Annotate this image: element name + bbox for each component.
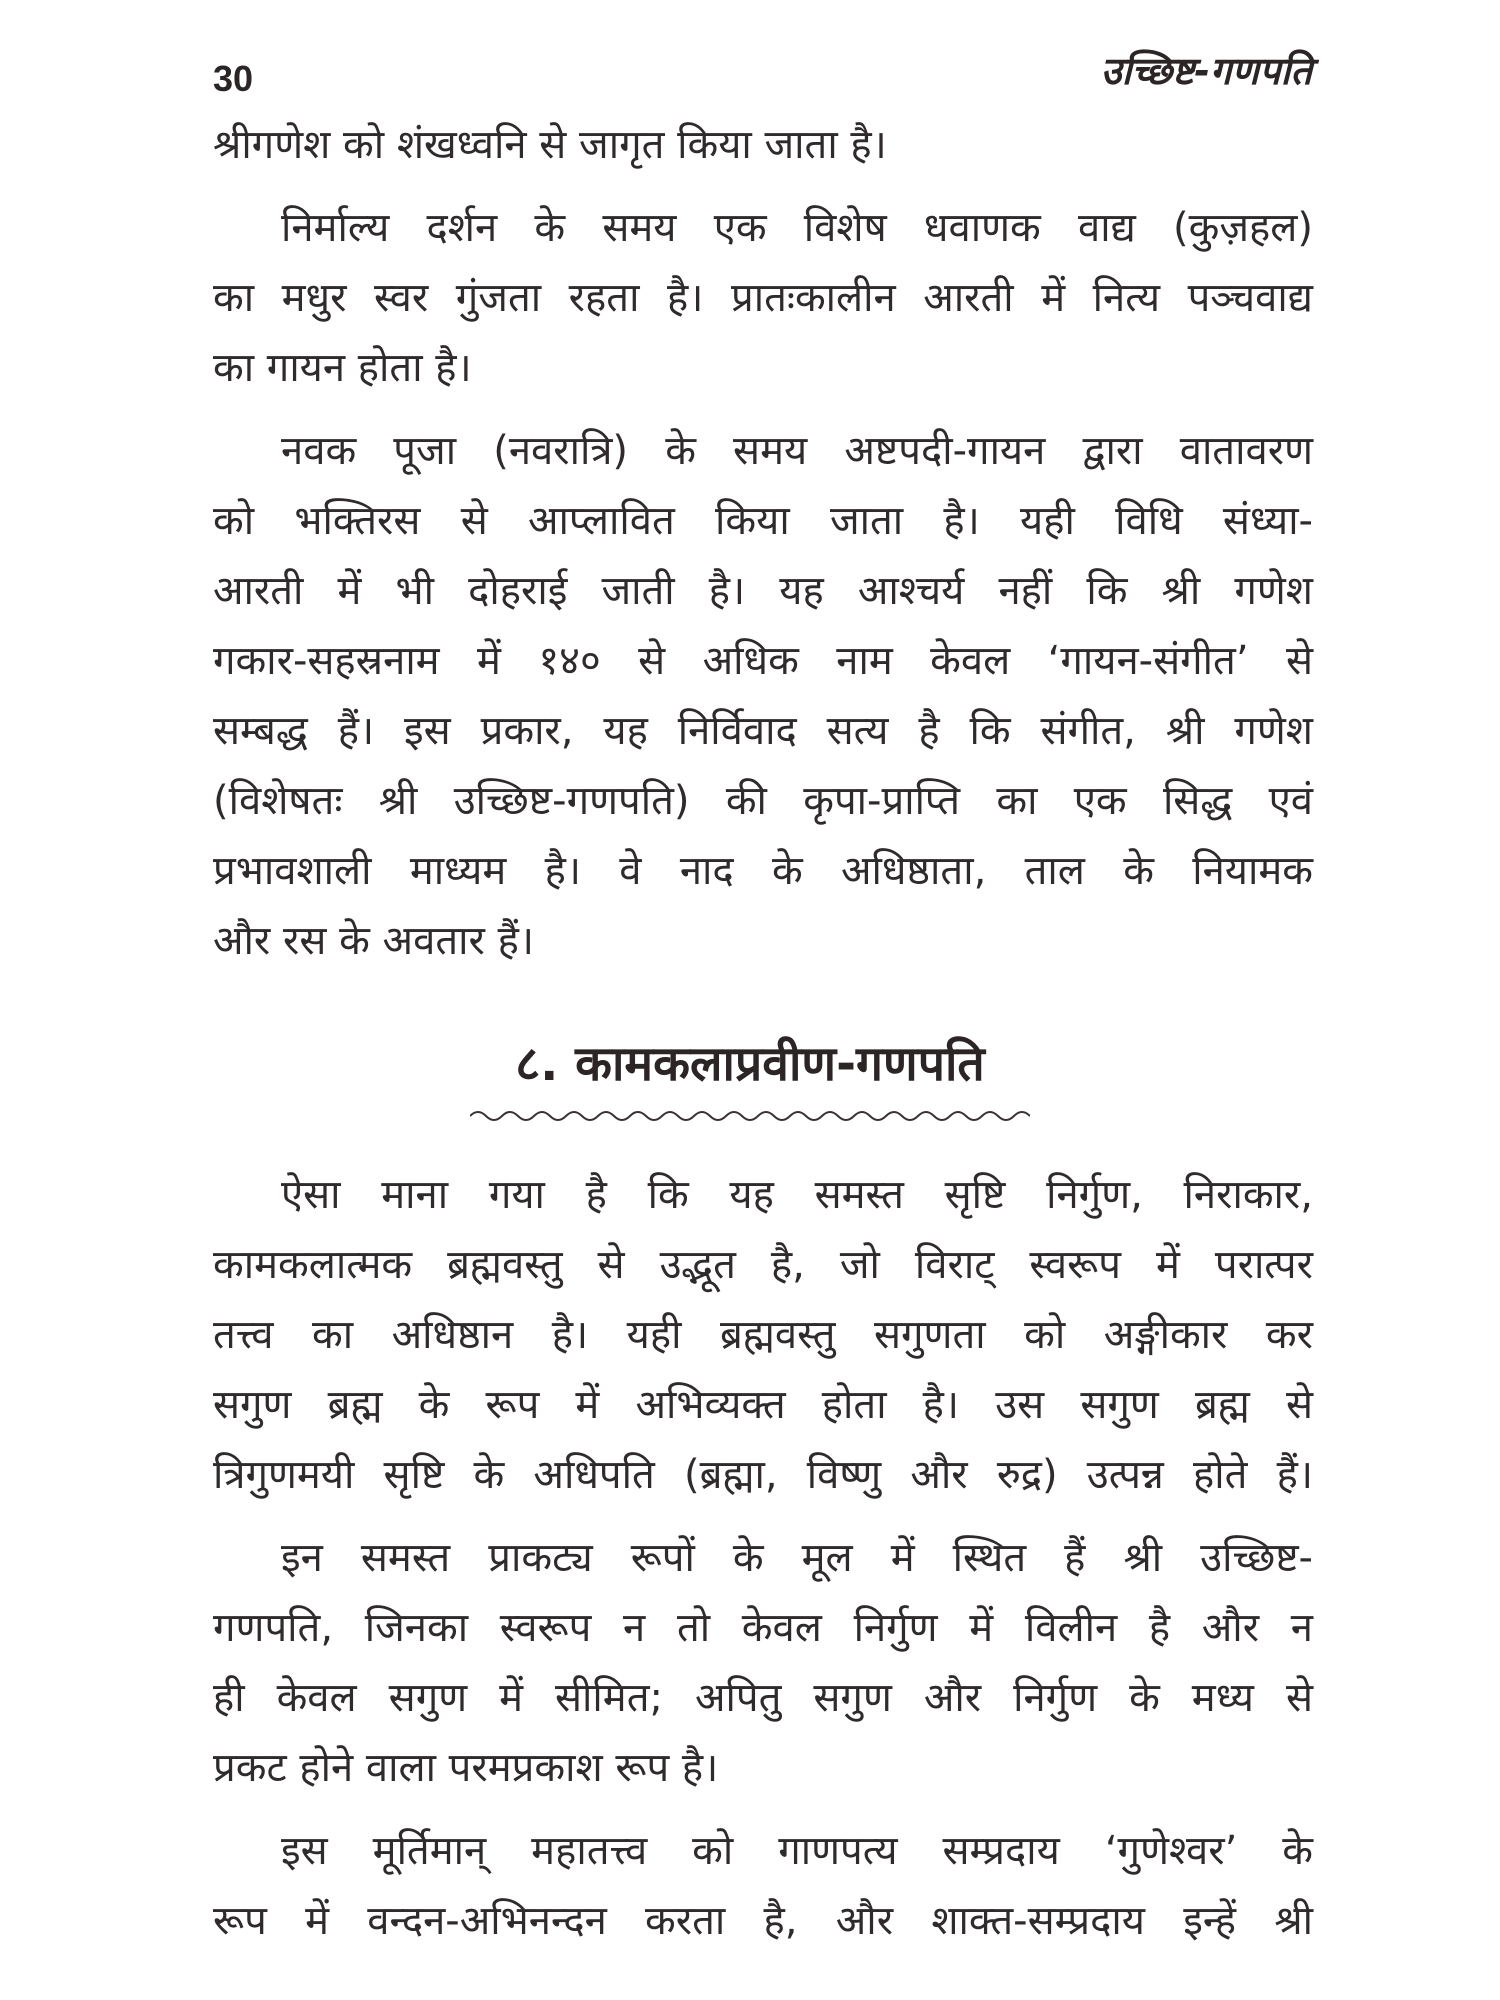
text-line: सगुण ब्रह्म के रूप में अभिव्यक्त होता है। उस सगुण ब्रह्म से: [213, 1382, 1313, 1428]
text-line: प्रभावशाली माध्यम है। वे नाद के अधिष्ठाता, ताल के नियामक: [213, 848, 1313, 894]
wavy-underline-ornament: [470, 1106, 1030, 1126]
text-line: त्रिगुणमयी सृष्टि के अधिपति (ब्रह्मा, विष्णु और रुद्र) उत्पन्न होते हैं।: [213, 1452, 1313, 1498]
text-line: इन समस्त प्राकट्य रूपों के मूल में स्थित हैं श्री उच्छिष्ट-: [281, 1535, 1313, 1581]
text-line: श्रीगणेश को शंखध्वनि से जागृत किया जाता है।: [213, 122, 887, 168]
section-heading: ८. कामकलाप्रवीण-गणपति: [515, 1036, 985, 1092]
text-line: को भक्तिरस से आप्लावित किया जाता है। यही विधि संध्या-: [213, 498, 1313, 544]
page-number: 30: [213, 58, 254, 99]
text-line: (विशेषतः श्री उच्छिष्ट-गणपति) की कृपा-प्राप्ति का एक सिद्ध एवं: [213, 778, 1313, 824]
text-line: आरती में भी दोहराई जाती है। यह आश्चर्य नहीं कि श्री गणेश: [213, 568, 1313, 614]
text-line: गणपति, जिनका स्वरूप न तो केवल निर्गुण में विलीन है और न: [213, 1605, 1313, 1651]
text-line: ही केवल सगुण में सीमित; अपितु सगुण और निर्गुण के मध्य से: [213, 1675, 1313, 1721]
text-line: निर्माल्य दर्शन के समय एक विशेष धवाणक वाद्य (कुज़हल): [281, 205, 1313, 251]
text-line: का मधुर स्वर गुंजता रहता है। प्रातःकालीन आरती में नित्य पञ्चवाद्य: [213, 275, 1313, 321]
text-line: कामकलात्मक ब्रह्मवस्तु से उद्भूत है, जो विराट् स्वरूप में परात्पर: [213, 1242, 1313, 1288]
text-line: गकार-सहस्रनाम में १४० से अधिक नाम केवल ‘गायन-संगीत’ से: [213, 638, 1313, 684]
text-line: सम्बद्ध हैं। इस प्रकार, यह निर्विवाद सत्य है कि संगीत, श्री गणेश: [213, 708, 1313, 754]
running-title: उच्छिष्ट-गणपति: [1100, 49, 1312, 93]
text-line: रूप में वन्दन-अभिनन्दन करता है, और शाक्त-सम्प्रदाय इन्हें श्री: [213, 1898, 1313, 1944]
text-line: नवक पूजा (नवरात्रि) के समय अष्टपदी-गायन द्वारा वातावरण: [281, 428, 1313, 474]
text-line: प्रकट होने वाला परमप्रकाश रूप है।: [213, 1745, 719, 1791]
text-line: ऐसा माना गया है कि यह समस्त सृष्टि निर्गुण, निराकार,: [281, 1172, 1313, 1218]
text-line: और रस के अवतार हैं।: [213, 918, 534, 964]
text-line: इस मूर्तिमान् महातत्त्व को गाणपत्य सम्प्रदाय ‘गुणेश्वर’ के: [281, 1828, 1313, 1874]
text-line: का गायन होता है।: [213, 345, 472, 391]
text-line: तत्त्व का अधिष्ठान है। यही ब्रह्मवस्तु सगुणता को अङ्गीकार कर: [213, 1312, 1313, 1358]
